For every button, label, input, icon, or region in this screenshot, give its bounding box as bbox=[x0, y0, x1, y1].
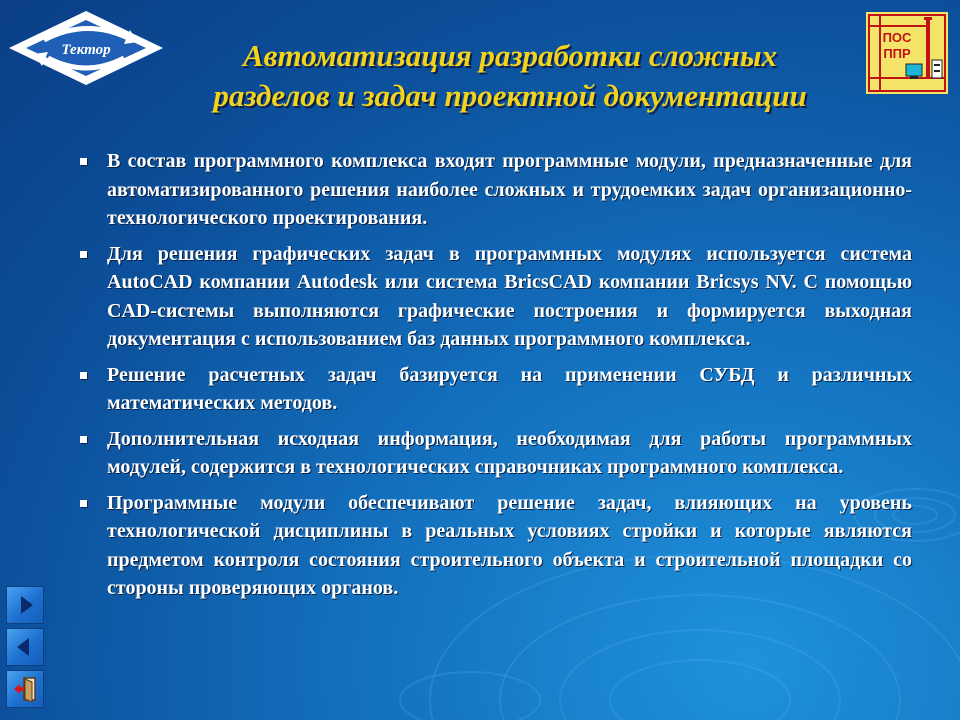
bullet-item bbox=[78, 425, 912, 482]
slide-title bbox=[160, 36, 860, 116]
logo-text-line2: ППР bbox=[883, 46, 911, 61]
next-slide-button[interactable] bbox=[6, 586, 44, 624]
bullet-item bbox=[78, 361, 912, 418]
bullet-text: Программные модули обеспечивают решение задач, влияющих на уровень технологической дисциплины в реальных условиях стройки и которые являются предметом контроля состояния строительного объекта и строительной площадки со стороны проверяющих органов. bbox=[107, 491, 912, 599]
bullet-text: Для решения графических задач в программных модулях используется система AutoCAD компании Autodesk или система BricsCAD компании Bricsys NV. С помощью CAD-системы выполняются графические построения и формируется выходная документация с использованием баз данных программного комплекса. bbox=[107, 242, 912, 350]
bullet-text: Решение расчетных задач базируется на применении СУБД и различных математических методов. bbox=[107, 363, 912, 414]
logo-text: Тектор bbox=[61, 42, 111, 58]
bullet-item bbox=[78, 240, 912, 354]
triangle-right-icon bbox=[7, 587, 43, 623]
bullet-text: Дополнительная исходная информация, необходимая для работы программных модулей, содержится в технологических справочниках программного комплекса. bbox=[107, 427, 912, 478]
prev-slide-button[interactable] bbox=[6, 628, 44, 666]
bullet-square-icon bbox=[80, 500, 87, 507]
bullet-item bbox=[78, 147, 912, 233]
exit-door-icon bbox=[7, 671, 43, 707]
title-line-2: разделов и задач проектной документации bbox=[213, 78, 807, 113]
bullet-square-icon bbox=[80, 372, 87, 379]
tektor-logo bbox=[6, 8, 166, 88]
pos-ppr-logo bbox=[866, 12, 948, 94]
logo-text-line1: ПОС bbox=[882, 30, 912, 45]
bullet-square-icon bbox=[80, 158, 87, 165]
title-line-1: Автоматизация разработки сложных bbox=[242, 38, 778, 73]
bullet-list bbox=[78, 147, 912, 610]
triangle-left-icon bbox=[7, 629, 43, 665]
exit-button[interactable] bbox=[6, 670, 44, 708]
bullet-item bbox=[78, 489, 912, 603]
bullet-text: В состав программного комплекса входят программные модули, предназначенные для автоматизированного решения наиболее сложных и трудоемких задач организационно-технологического проектирования. bbox=[107, 150, 912, 229]
bullet-square-icon bbox=[80, 436, 87, 443]
bullet-square-icon bbox=[80, 251, 87, 258]
